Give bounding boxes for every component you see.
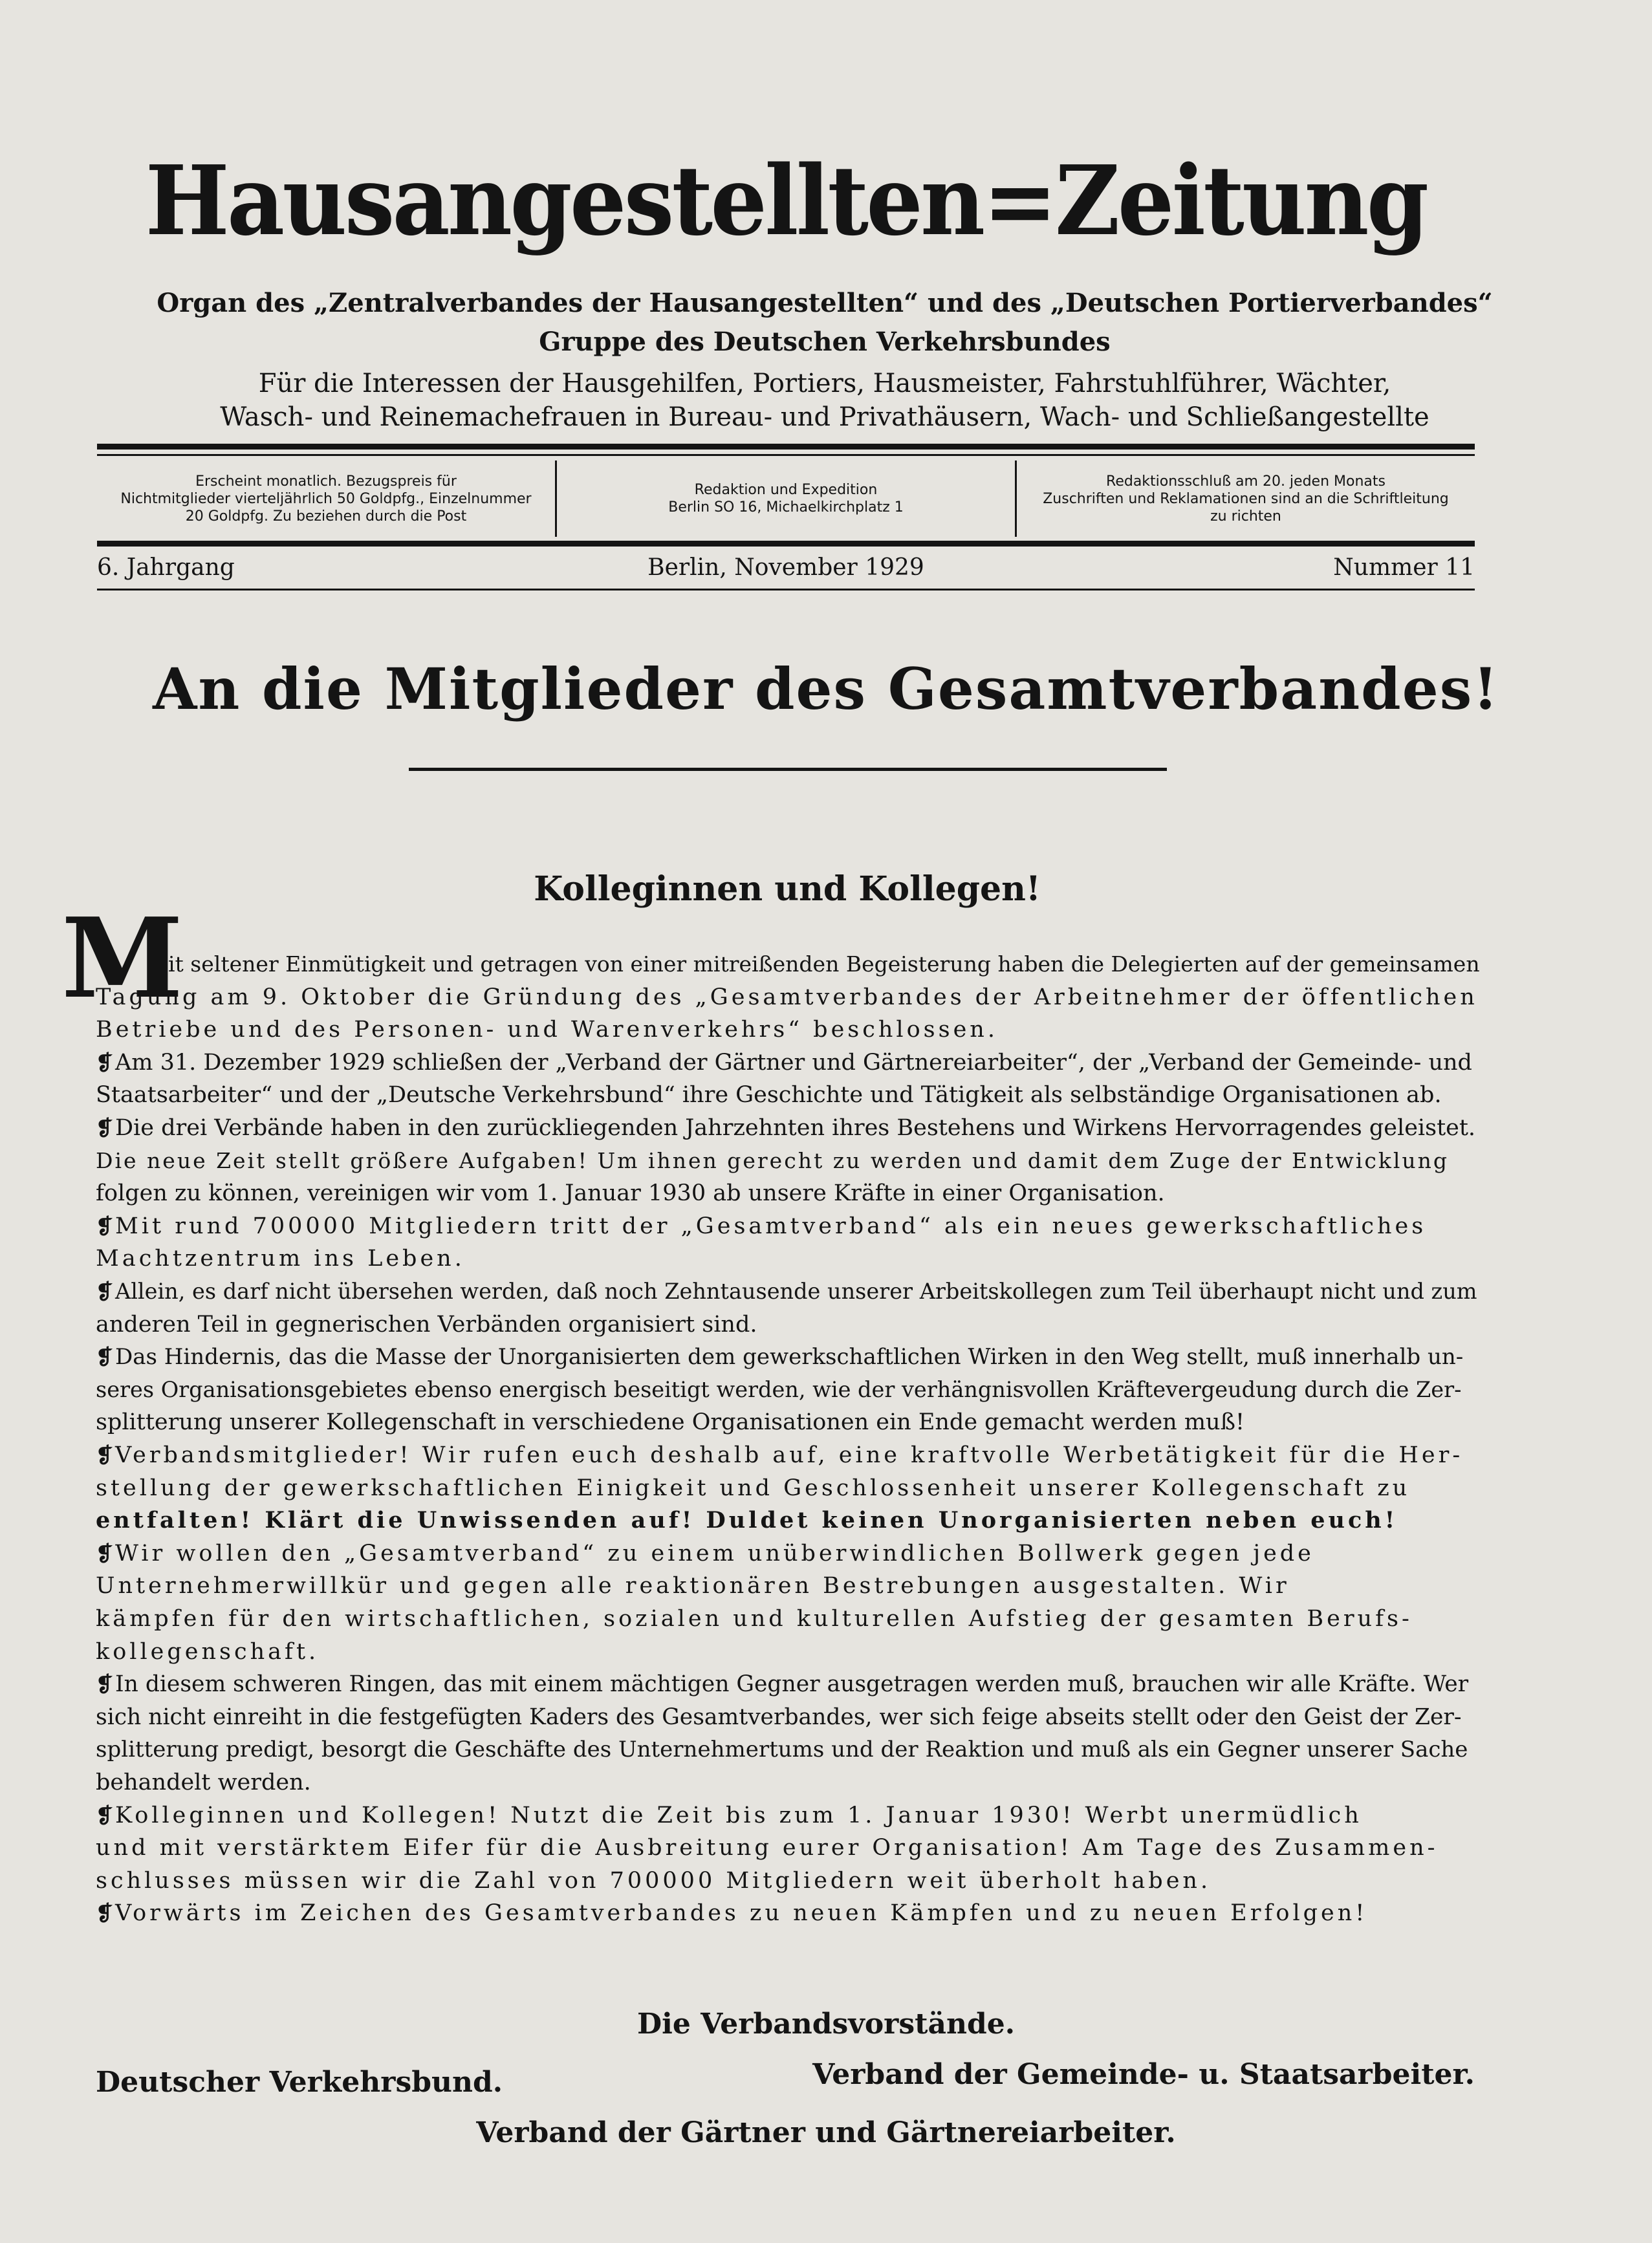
- body-line-text: und mit verstärktem Eifer für die Ausbreitung eurer Organisation! Am Tage des Zusammen-: [96, 1835, 1439, 1861]
- body-line: [96, 1178, 1480, 1208]
- body-line-text: anderen Teil in gegnerischen Verbänden organisiert sind.: [96, 1312, 757, 1338]
- body-line-text: Betriebe und des Personen- und Warenverkehrs“ beschlossen.: [96, 1017, 998, 1043]
- paragraph-mark-icon: ❡: [96, 1279, 113, 1304]
- signature-staatsarbeiter: Verband der Gemeinde- u. Staatsarbeiter.: [812, 2058, 1475, 2091]
- body-line: [96, 1080, 1480, 1110]
- body-line: [96, 1277, 1480, 1306]
- issue-number: Nummer 11: [1333, 554, 1475, 581]
- body-line-text: stellung der gewerkschaftlichen Einigkeit und Geschlossenheit unserer Kollegenschaft zu: [96, 1475, 1411, 1501]
- info-line: Berlin SO 16, Michaelkirchplatz 1: [668, 499, 904, 515]
- subscription-info: [97, 461, 555, 537]
- body-line-text: Die neue Zeit stellt größere Aufgaben! Um ihnen gerecht zu werden und damit dem Zuge der Entwicklung: [96, 1148, 1450, 1173]
- body-line-text: Staatsarbeiter“ und der „Deutsche Verkehrsbund“ ihre Geschichte und Tätigkeit als selbständige Organisationen ab.: [96, 1082, 1442, 1108]
- body-line-text: sich nicht einreiht in die festgefügten Kaders des Gesamtverbandes, wer sich feige abseits stellt oder den Geist der Zer-: [96, 1704, 1462, 1730]
- interests-line-1: Für die Interessen der Hausgehilfen, Portiers, Hausmeister, Fahrstuhlführer, Wächter,: [258, 369, 1391, 398]
- body-line-text: Unternehmerwillkür und gegen alle reaktionären Bestrebungen ausgestalten. Wir: [96, 1573, 1290, 1599]
- body-line-text: schlusses müssen wir die Zahl von 700000 Mitgliedern weit überholt haben.: [96, 1868, 1212, 1894]
- volume: 6. Jahrgang: [97, 554, 235, 581]
- masthead-title: Hausangestellten=Zeitung: [145, 144, 1427, 257]
- signature-gaertner: Verband der Gärtner und Gärtnereiarbeiter.: [476, 2116, 1176, 2149]
- signature-verkehrsbund: Deutscher Verkehrsbund.: [96, 2066, 503, 2099]
- body-line-text: Das Hindernis, das die Masse der Unorganisierten dem gewerkschaftlichen Wirken in den Weg stellt, muß innerhalb un-: [115, 1344, 1464, 1370]
- body-line: [96, 1571, 1480, 1601]
- body-line: [96, 1015, 1480, 1045]
- body-line: [96, 1506, 1480, 1535]
- body-line: [96, 1375, 1480, 1405]
- salutation: Kolleginnen und Kollegen!: [534, 869, 1041, 909]
- body-line-text: Allein, es darf nicht übersehen werden, daß noch Zehntausende unserer Arbeitskollegen zum Teil überhaupt nicht und zum: [115, 1279, 1477, 1304]
- drop-cap: M: [61, 894, 184, 1023]
- body-line: [96, 1211, 1480, 1241]
- body-line: [96, 1407, 1480, 1437]
- info-line: 20 Goldpfg. Zu beziehen durch die Post: [185, 508, 467, 525]
- info-box: [97, 461, 1475, 537]
- paragraph-mark-icon: ❡: [96, 1541, 116, 1566]
- info-line: Nichtmitglieder vierteljährlich 50 Goldpfg., Einzelnummer: [120, 490, 532, 507]
- body-line: [96, 1866, 1480, 1896]
- body-line: [96, 1048, 1480, 1078]
- place-date: Berlin, November 1929: [647, 554, 924, 581]
- body-line: [96, 1310, 1480, 1339]
- body-line-text: kämpfen für den wirtschaftlichen, sozialen und kulturellen Aufstieg der gesamten Berufs-: [96, 1606, 1413, 1632]
- masthead-rule-top: [97, 444, 1475, 450]
- body-line-text: Die drei Verbände haben in den zurückliegenden Jahrzehnten ihres Bestehens und Wirkens Hervorragendes geleistet.: [115, 1115, 1476, 1141]
- body-line-text: Kolleginnen und Kollegen! Nutzt die Zeit bis zum 1. Januar 1930! Werbt unermüdlich: [115, 1803, 1362, 1828]
- masthead-rule-top-thin: [97, 454, 1475, 456]
- body-line-text: splitterung unserer Kollegenschaft in verschiedene Organisationen ein Ende gemacht werden muß!: [96, 1409, 1245, 1435]
- paragraph-mark-icon: ❡: [96, 1214, 116, 1239]
- body-line: [96, 1440, 1480, 1470]
- body-line: [96, 1702, 1480, 1732]
- issue-meta: [97, 551, 1475, 585]
- paragraph-mark-icon: ❡: [96, 1345, 113, 1369]
- body-line: [96, 1637, 1480, 1667]
- body-line-text: Wir wollen den „Gesamtverband“ zu einem unüberwindlichen Bollwerk gegen jede: [115, 1541, 1314, 1566]
- paragraph-mark-icon: ❡: [96, 1116, 113, 1140]
- body-line: [96, 982, 1480, 1012]
- body-line-text: it seltener Einmütigkeit und getragen von einer mitreißenden Begeisterung haben die Delegierten auf der gemeinsamen: [168, 951, 1480, 977]
- info-line: zu richten: [1210, 508, 1281, 525]
- masthead-rule-bottom: [97, 541, 1475, 547]
- body-line-text: folgen zu können, vereinigen wir vom 1. Januar 1930 ab unsere Kräfte in einer Organisation.: [96, 1180, 1165, 1206]
- paragraph-mark-icon: ❡: [96, 1050, 113, 1075]
- body-line: [96, 1669, 1480, 1699]
- deadline-info: [1015, 461, 1475, 537]
- headline: An die Mitglieder des Gesamtverbandes!: [153, 655, 1499, 722]
- body-line: [168, 949, 1480, 979]
- body-line: [96, 1801, 1480, 1830]
- info-line: Redaktion und Expedition: [694, 482, 878, 498]
- info-line: Redaktionsschluß am 20. jeden Monats: [1106, 473, 1386, 490]
- paragraph-mark-icon: ❡: [96, 1672, 113, 1696]
- editorial-address: [555, 461, 1015, 537]
- body-line: [96, 1735, 1480, 1764]
- body-line-text: behandelt werden.: [96, 1770, 311, 1795]
- paragraph-mark-icon: ❡: [96, 1803, 116, 1828]
- body-line: [96, 1113, 1480, 1143]
- body-line: [96, 1898, 1480, 1928]
- paragraph-mark-icon: ❡: [96, 1901, 116, 1925]
- body-line: [96, 1833, 1480, 1863]
- body-line-text: splitterung predigt, besorgt die Geschäfte des Unternehmertums und der Reaktion und muß als ein Gegner unserer Sache: [96, 1737, 1468, 1762]
- group-line: Gruppe des Deutschen Verkehrsbundes: [539, 327, 1111, 357]
- signature-heading: Die Verbandsvorstände.: [636, 2008, 1016, 2041]
- paragraph-mark-icon: ❡: [96, 1443, 116, 1468]
- info-line: Zuschriften und Reklamationen sind an die Schriftleitung: [1043, 490, 1449, 507]
- interests-line-2: Wasch- und Reinemachefrauen in Bureau- und Privathäusern, Wach- und Schließangestellte: [220, 402, 1429, 432]
- body-line-text: seres Organisationsgebietes ebenso energisch beseitigt werden, wie der verhängnisvollen Kräftevergeudung durch die Zer-: [96, 1377, 1462, 1402]
- body-line-text: Tagung am 9. Oktober die Gründung des „Gesamtverbandes der Arbeitnehmer der öffentlichen: [96, 984, 1478, 1010]
- organ-line: Organ des „Zentralverbandes der Hausangestellten“ und des „Deutschen Portierverbandes“: [157, 288, 1493, 318]
- info-line: Erscheint monatlich. Bezugspreis für: [195, 473, 457, 490]
- meta-rule: [97, 589, 1475, 591]
- body-line: [96, 1146, 1480, 1176]
- body-line-text: entfalten! Klärt die Unwissenden auf! Duldet keinen Unorganisierten neben euch!: [96, 1507, 1398, 1533]
- body-line-text: In diesem schweren Ringen, das mit einem mächtigen Gegner ausgetragen werden muß, brauchen wir alle Kräfte. Wer: [115, 1671, 1469, 1697]
- body-line: [96, 1244, 1480, 1273]
- body-line: [96, 1604, 1480, 1634]
- body-line: [96, 1473, 1480, 1503]
- body-line-text: kollegenschaft.: [96, 1639, 320, 1665]
- body-line-text: Machtzentrum ins Leben.: [96, 1246, 465, 1272]
- body-line-text: Mit rund 700000 Mitgliedern tritt der „Gesamtverband“ als ein neues gewerkschaftliches: [115, 1213, 1427, 1239]
- body-line-text: Am 31. Dezember 1929 schließen der „Verband der Gärtner und Gärtnereiarbeiter“, der „Verband der Gemeinde- und: [115, 1050, 1472, 1076]
- body-line: [96, 1342, 1480, 1372]
- body-line: [96, 1768, 1480, 1797]
- body-line-text: Verbandsmitglieder! Wir rufen euch deshalb auf, eine kraftvolle Werbetätigkeit für die Her-: [115, 1442, 1464, 1468]
- body-line-text: Vorwärts im Zeichen des Gesamtverbandes zu neuen Kämpfen und zu neuen Erfolgen!: [115, 1900, 1368, 1926]
- body-line: [96, 1539, 1480, 1568]
- headline-rule: [409, 768, 1167, 771]
